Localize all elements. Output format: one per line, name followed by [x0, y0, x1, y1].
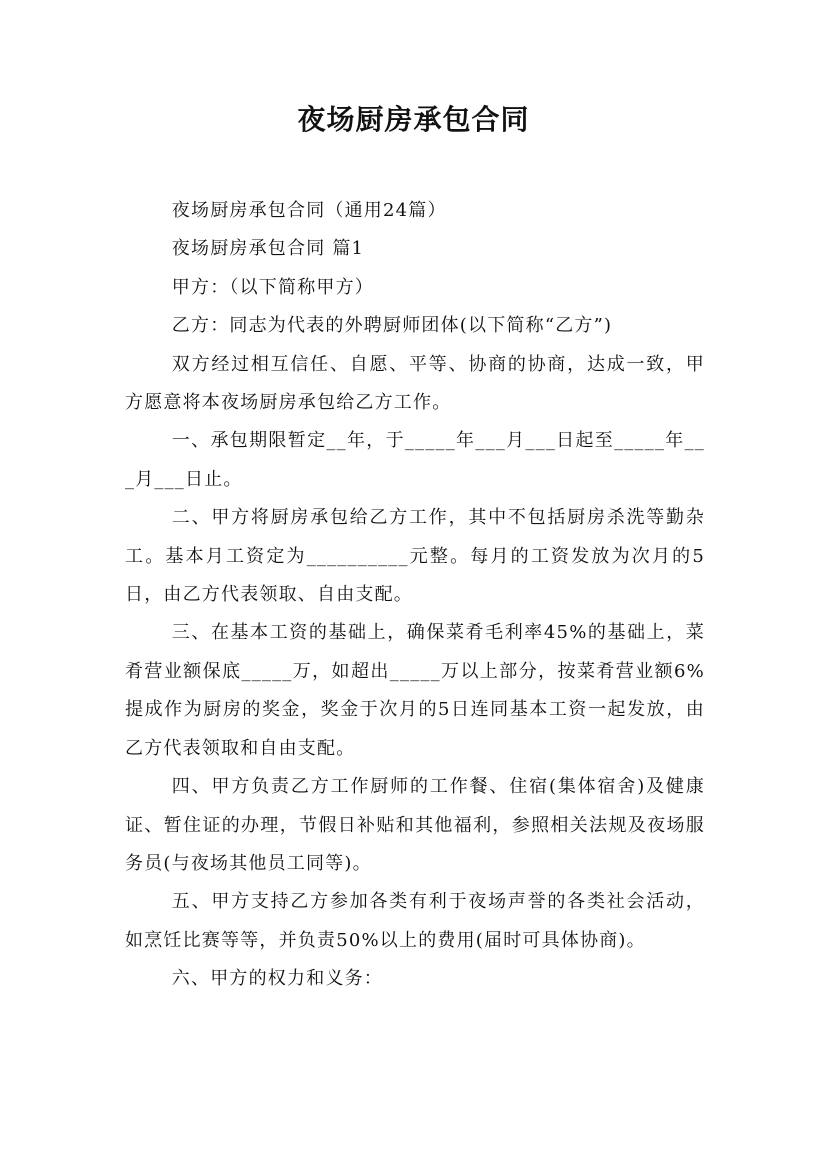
paragraph-clause-4: 四、甲方负责乙方工作厨师的工作餐、住宿(集体宿舍)及健康证、暂住证的办理，节假日补贴和其他福利，参照相关法规及夜场服务员(与夜场其他员工同等)。: [125, 776, 705, 874]
paragraph-clause-5: 五、甲方支持乙方参加各类有利于夜场声誉的各类社会活动，如烹饪比赛等等，并负责50%以上的费用(届时可具体协商)。: [125, 891, 705, 951]
paragraph-agreement: 双方经过相互信任、自愿、平等、协商的协商，达成一致，甲方愿意将本夜场厨房承包给乙方工作。: [125, 353, 705, 414]
document-body: [125, 192, 705, 999]
paragraph-party-a: 甲方：（以下简称甲方）: [171, 276, 374, 298]
paragraph-subtitle: 夜场厨房承包合同（通用24篇）: [171, 200, 447, 221]
paragraph-clause-3: 三、在基本工资的基础上，确保菜肴毛利率45%的基础上，菜肴营业额保底_____万，如超出_____万以上部分，按菜肴营业额6%提成作为厨房的奖金，奖金于次月的5日连同基本工资一起发放，由乙方代表领取和自由支配。: [125, 622, 705, 759]
paragraph-clause-2: 二、甲方将厨房承包给乙方工作，其中不包括厨房杀洗等勤杂工。基本月工资定为__________元整。每月的工资发放为次月的5日，由乙方代表领取、自由支配。: [125, 507, 705, 606]
document-title: 夜场厨房承包合同: [297, 103, 530, 136]
paragraph-section-heading: 夜场厨房承包合同 篇1: [171, 238, 365, 260]
paragraph-clause-1: 一、承包期限暂定__年，于_____年___月___日起至_____年___月___日止。: [125, 430, 705, 490]
paragraph-party-b: 乙方：同志为代表的外聘厨师团体(以下简称“乙方”): [171, 315, 613, 337]
paragraph-clause-6: 六、甲方的权力和义务：: [171, 968, 383, 990]
